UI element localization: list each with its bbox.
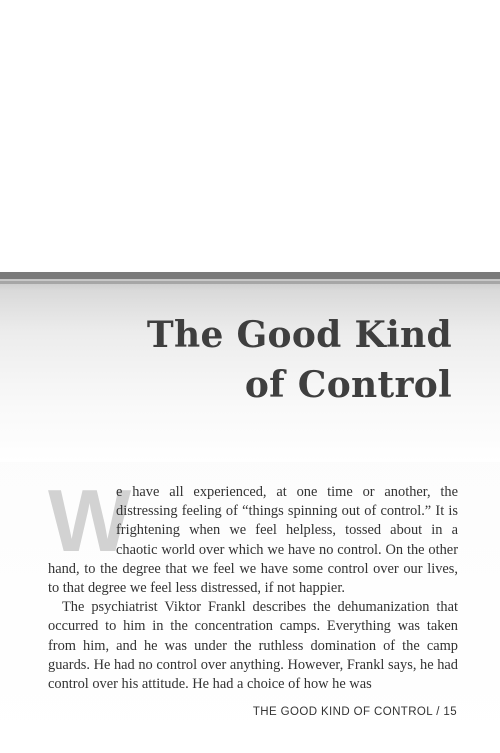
header-rule-dark [0, 272, 500, 279]
paragraph-1-text: e have all experienced, at one time or another, the distressing feeling of “things spinning out of control.” It is frightening when we feel helpless, tossed about in a chaotic world over which we have no control. On the other hand, to the degree that we feel we have some control over our lives, to that degree we feel less distressed, if not happier. [48, 484, 458, 597]
header-rule-light [0, 281, 500, 284]
drop-cap: W [48, 471, 132, 570]
chapter-title-line-1: The Good Kind [146, 314, 452, 356]
body-text [48, 471, 458, 694]
running-footer: THE GOOD KIND OF CONTROL / 15 [252, 706, 457, 718]
paragraph-2: The psychiatrist Viktor Frankl describes the dehumanization that occurred to him in the concentration camps. Everything was taken from him, and he was under the ruthless domination of the camp guards. He had no control over anything. However, Frankl says, he had control over his attitude. He had a choice of how he was [48, 599, 458, 693]
chapter-title-line-2: of Control [244, 364, 452, 406]
paragraph-1 [48, 471, 458, 598]
chapter-title [147, 310, 452, 410]
